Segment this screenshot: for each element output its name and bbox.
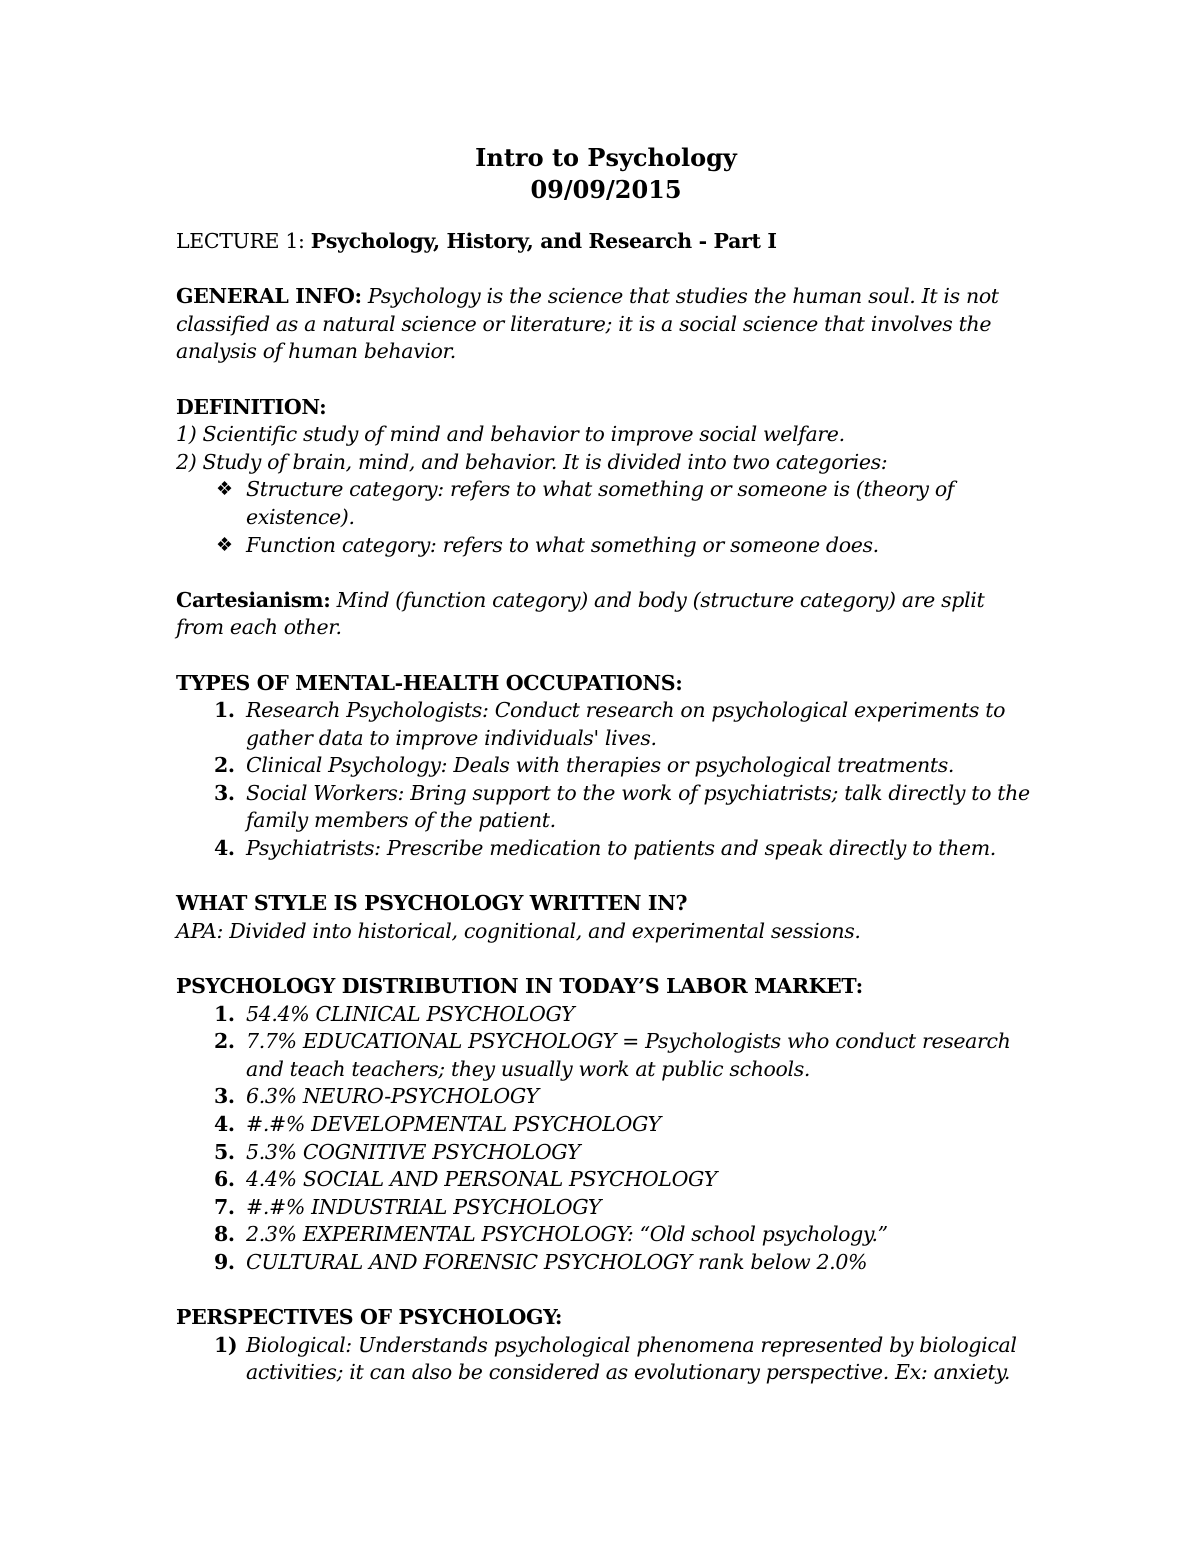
list-number: 7.	[214, 1194, 235, 1219]
distribution-heading: PSYCHOLOGY DISTRIBUTION IN TODAY’S LABOR MARKET:	[176, 974, 863, 999]
lecture-heading	[176, 228, 1036, 256]
document-page	[176, 142, 1036, 1387]
list-item-text: 2.3% EXPERIMENTAL PSYCHOLOGY: “Old school psychology.”	[246, 1222, 888, 1247]
list-number: 2.	[214, 1029, 235, 1054]
list-number: 1)	[214, 1332, 238, 1357]
list-item-text: Research Psychologists: Conduct research on psychological experiments to gather data to improve individuals' lives.	[246, 698, 1006, 750]
general-info-paragraph	[176, 283, 1036, 366]
list-item-text: #.#% INDUSTRIAL PSYCHOLOGY	[246, 1194, 602, 1219]
diamond-bullet-icon: ❖	[216, 533, 233, 556]
list-item-text: Social Workers: Bring support to the work of psychiatrists; talk directly to the family members of the patient.	[246, 780, 1030, 833]
list-item	[176, 835, 1036, 863]
title-block	[176, 142, 1036, 206]
lecture-title: Psychology, History, and Research - Part I	[310, 229, 777, 253]
list-item	[176, 1139, 1036, 1167]
list-item	[176, 1249, 1036, 1277]
list-item	[176, 1111, 1036, 1139]
cartesianism-paragraph	[176, 587, 1036, 642]
list-item	[176, 1194, 1036, 1222]
occupations-heading: TYPES OF MENTAL-HEALTH OCCUPATIONS:	[176, 670, 683, 695]
general-info-text: Psychology is the science that studies the human soul. It is not classified as a natural science or literature; it is a social science that involves the analysis of human behavior.	[176, 284, 999, 364]
list-item-text: 6.3% NEURO-PSYCHOLOGY	[246, 1084, 539, 1109]
list-number: 1.	[214, 698, 235, 723]
list-item-text: 4.4% SOCIAL AND PERSONAL PSYCHOLOGY	[246, 1167, 717, 1192]
list-item-text: #.#% DEVELOPMENTAL PSYCHOLOGY	[246, 1112, 661, 1136]
document-date: 09/09/2015	[530, 175, 682, 204]
cartesianism-text: Mind (function category) and body (structure category) are split from each other.	[176, 587, 985, 640]
lecture-label: LECTURE 1:	[176, 229, 305, 253]
list-number: 5.	[214, 1139, 235, 1164]
list-item	[176, 532, 1036, 560]
list-item	[176, 1166, 1036, 1194]
list-number: 4.	[214, 836, 235, 861]
general-info-label: GENERAL INFO:	[176, 284, 362, 309]
occupations-section	[176, 670, 1036, 863]
list-number: 6.	[214, 1167, 235, 1192]
list-item	[176, 1028, 1036, 1083]
list-item-text: Psychiatrists: Prescribe medication to patients and speak directly to them.	[246, 836, 996, 861]
list-item	[176, 1083, 1036, 1111]
list-number: 8.	[214, 1222, 235, 1247]
list-item	[176, 476, 1036, 531]
perspectives-heading: PERSPECTIVES OF PSYCHOLOGY:	[176, 1305, 563, 1330]
definition-line-2: 2) Study of brain, mind, and behavior. It is divided into two categories:	[176, 449, 888, 474]
cartesianism-label: Cartesianism:	[176, 587, 331, 612]
style-text: APA: Divided into historical, cognitional, and experimental sessions.	[176, 918, 861, 943]
list-item-text: Clinical Psychology: Deals with therapies or psychological treatments.	[246, 753, 955, 778]
list-number: 2.	[214, 753, 235, 778]
list-number: 4.	[214, 1112, 235, 1136]
perspectives-list	[176, 1332, 1036, 1387]
list-number: 9.	[214, 1249, 235, 1274]
occupations-list	[176, 697, 1036, 863]
list-item	[176, 1001, 1036, 1029]
distribution-list	[176, 1001, 1036, 1277]
list-number: 3.	[214, 1084, 235, 1109]
list-item-text: 54.4% CLINICAL PSYCHOLOGY	[246, 1001, 575, 1026]
definition-line-1: 1) Scientific study of mind and behavior to improve social welfare.	[176, 422, 845, 447]
list-item-text: Function category: refers to what something or someone does.	[246, 532, 879, 557]
list-item	[176, 780, 1036, 835]
document-title: Intro to Psychology	[475, 143, 737, 172]
diamond-bullet-icon: ❖	[216, 478, 233, 501]
list-item	[176, 697, 1036, 752]
distribution-section	[176, 973, 1036, 1277]
list-item-text: CULTURAL AND FORENSIC PSYCHOLOGY rank below 2.0%	[246, 1249, 868, 1274]
perspectives-section	[176, 1304, 1036, 1387]
definition-bullet-list	[176, 476, 1036, 559]
list-number: 3.	[214, 780, 235, 805]
list-item	[176, 1221, 1036, 1249]
list-item-text: Structure category: refers to what something or someone is (theory of existence).	[246, 477, 955, 529]
list-item	[176, 752, 1036, 780]
list-item-text: Biological: Understands psychological phenomena represented by biological activities; it can also be considered as evolutionary perspective. Ex: anxiety.	[246, 1332, 1017, 1385]
style-heading: WHAT STYLE IS PSYCHOLOGY WRITTEN IN?	[176, 891, 688, 916]
list-item	[176, 1332, 1036, 1387]
definition-section	[176, 394, 1036, 560]
style-section	[176, 890, 1036, 945]
list-item-text: 5.3% COGNITIVE PSYCHOLOGY	[246, 1139, 581, 1164]
list-number: 1.	[214, 1001, 235, 1026]
list-item-text: 7.7% EDUCATIONAL PSYCHOLOGY = Psychologists who conduct research and teach teachers; they usually work at public schools.	[246, 1029, 1011, 1081]
definition-heading: DEFINITION:	[176, 394, 327, 419]
